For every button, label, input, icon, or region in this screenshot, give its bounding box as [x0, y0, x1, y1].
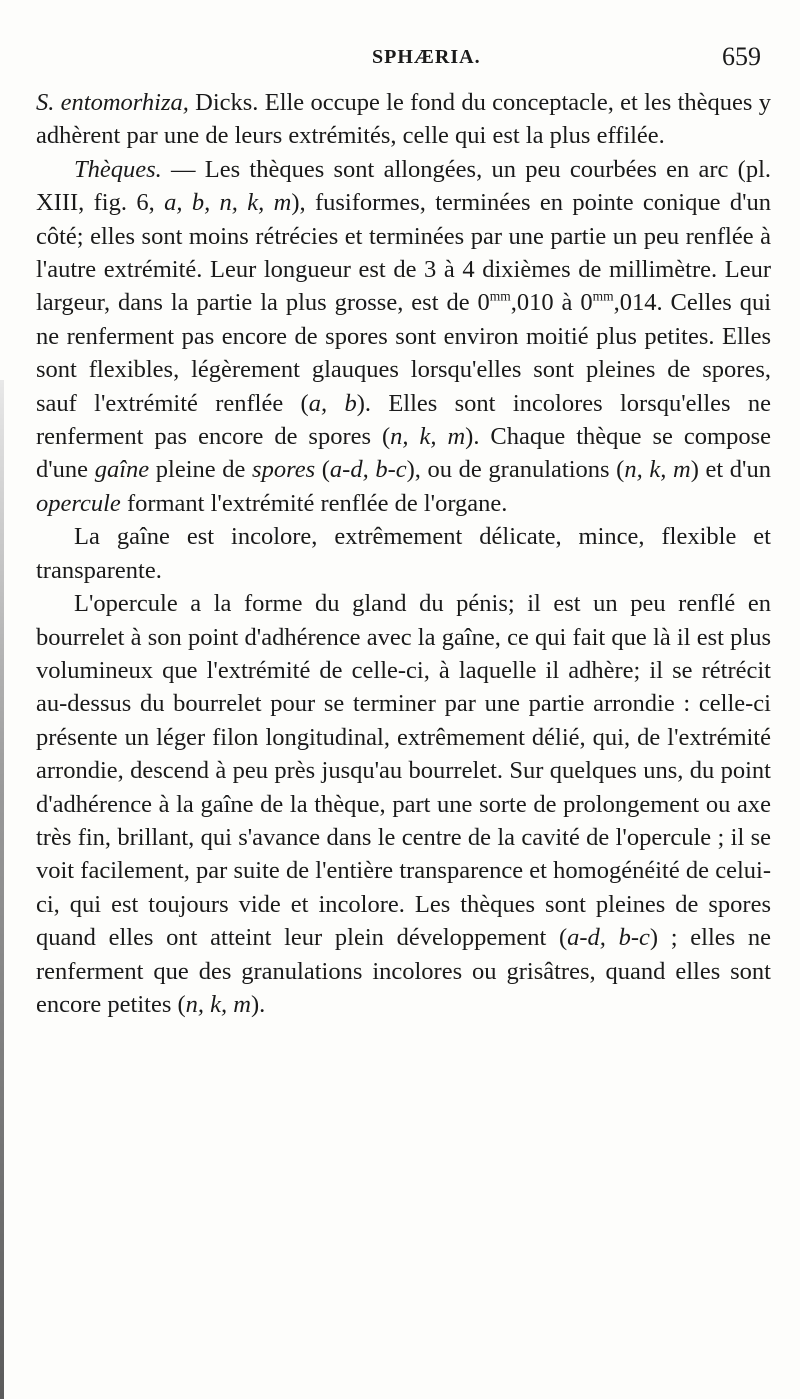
paragraph-1 — [36, 86, 771, 153]
figure-refs: a-d, b-c — [329, 456, 407, 484]
p2-text-9: ), ou de granulations ( — [406, 456, 625, 484]
body-text — [36, 86, 771, 1021]
section-heading-theques: Thèques. — [74, 155, 162, 183]
figure-refs: a-d, b-c — [567, 924, 650, 952]
p2-text-1: — Les thèques sont allongées, un peu courbées en arc (pl. XIII, fig. 6, — [36, 155, 771, 217]
term-gaine: gaîne — [94, 456, 150, 484]
page-number: 659 — [722, 42, 761, 71]
page-header — [0, 42, 800, 76]
figure-refs: a, b — [308, 389, 357, 417]
running-title: SPHÆRIA. — [372, 46, 481, 68]
p2-text-3: ,010 à 0 — [510, 289, 593, 317]
figure-refs: n, k, m — [624, 456, 691, 484]
p2-text-11: formant l'extrémité renflée de l'organe. — [120, 489, 508, 517]
p2-text-10: ) et d'un — [690, 456, 771, 484]
term-opercule: opercule — [36, 489, 121, 517]
figure-refs: n, k, m — [390, 423, 466, 451]
p2-text-2: ), fusiformes, terminées en pointe conique d'un côté; elles sont moins rétrécies et terminées par une partie un peu renflée à l'autre extrémité. Leur longueur est de 3 à 4 dixièmes de millimètre. Leur largeur, dans la partie la plus grosse, est de 0 — [36, 189, 771, 317]
paragraph-opercule — [36, 587, 771, 1021]
scan-edge-shadow — [0, 380, 4, 1399]
p4-text-3: ). — [250, 990, 266, 1018]
paragraph-gaine — [36, 520, 771, 587]
species-name: S. entomorhiza, — [36, 89, 189, 116]
p4-text-2: ) ; elles ne renferment que des granulations incolores ou grisâtres, quand elles sont encore petites ( — [36, 924, 771, 1018]
unit-mm: mm — [592, 289, 614, 305]
figure-refs: n, k, m — [185, 990, 251, 1018]
p2-text-7: pleine de — [149, 456, 253, 484]
p3-text: La gaîne est incolore, extrêmement délicate, mince, flexible et transparente. — [36, 523, 771, 584]
p2-text-6: ). Chaque thèque se compose d'une — [36, 423, 771, 484]
figure-refs: a, b, n, k, m — [164, 189, 292, 217]
p2-text-8: ( — [315, 456, 330, 484]
term-spores: spores — [252, 456, 316, 484]
p4-text-1: L'opercule a la forme du gland du pénis; il est un peu renflé en bourrelet à son point d'adhérence avec la gaîne, ce qui fait que là il est plus volumineux que l'extrémité de celle-ci, à laquelle il adhère; il se rétrécit au-dessus du bourrelet pour se terminer par une partie arrondie : celle-ci présente un léger filon longitudinal, extrêmement délié, qui, de l'extrémité arrondie, descend à peu près jusqu'au bourrelet. Sur quelques uns, du point d'adhérence à la gaîne de la thèque, part une sorte de prolongement ou axe très fin, brillant, qui s'avance dans le centre de la cavité de l'opercule ; il se voit facilement, par suite de l'entière transparence et homogénéité de celui-ci, qui est toujours vide et incolore. Les thèques sont pleines de spores quand elles ont atteint leur plein développement ( — [36, 590, 771, 952]
p2-text-4: ,014. Celles qui ne renferment pas encore de spores sont environ moitié plus petites. Elles sont flexibles, légèrement glauques lorsqu'elles sont pleines de spores, sauf l'extrémité renflée ( — [36, 289, 771, 417]
paragraph-theques — [36, 153, 771, 520]
p2-text-5: ). Elles sont incolores lorsqu'elles ne renferment pas encore de spores ( — [36, 389, 771, 451]
p1-text: Dicks. Elle occupe le fond du conceptacle, et les thèques y adhèrent par une de leurs extrémités, celle qui est la plus effilée. — [36, 89, 772, 150]
unit-mm: mm — [489, 289, 511, 305]
